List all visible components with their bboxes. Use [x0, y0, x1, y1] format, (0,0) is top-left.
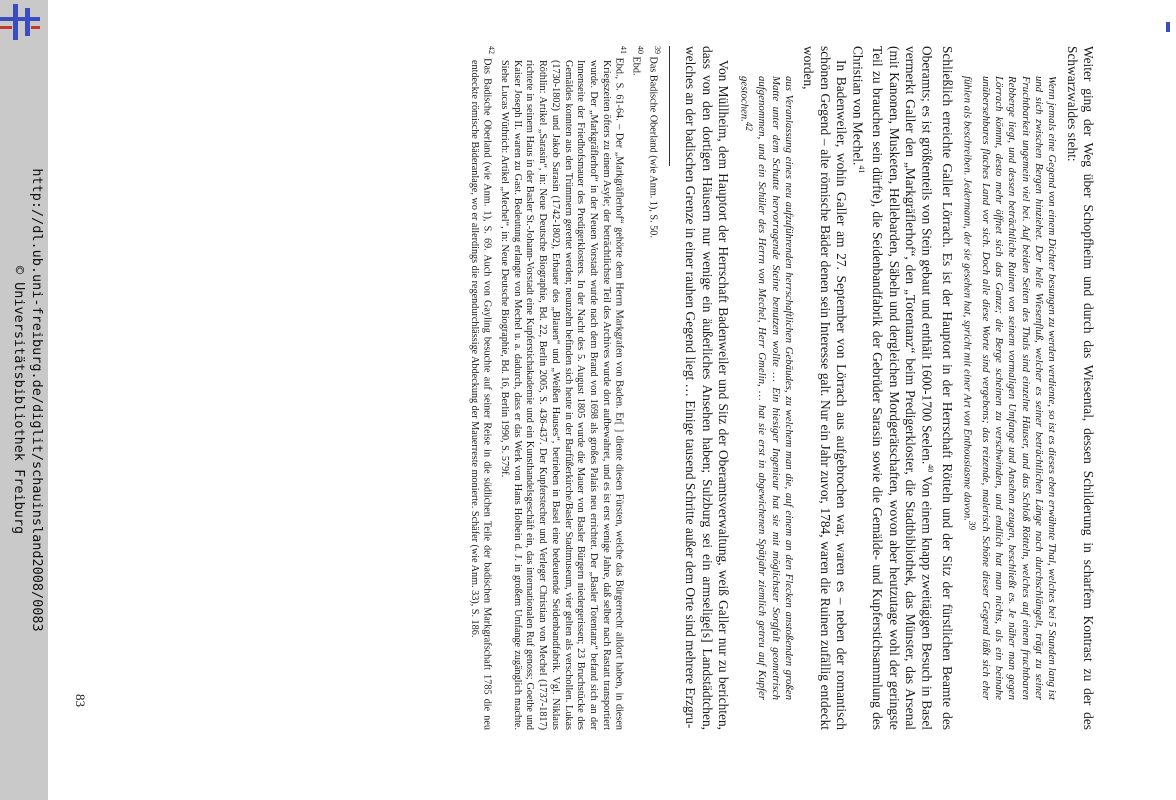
- paragraph-loerrach: [849, 46, 954, 730]
- watermark: [0, 0, 46, 800]
- footnote-text: Das Badische Oberland (wie Anm. 1), S. 69. Auch von Gayling besuchte auf seiner Reise in die südlichen Teile der badischen Markgrafschaft 1785 die neu entdeckte römische Bäderanlage, wo er allerdings die regendurchlässige Abdeckung der Mauerreste monierte. Schäfer (wie Anm. 33), S. 186.: [469, 58, 493, 730]
- footnote-text: Ebd.: [630, 56, 642, 76]
- footnote-text: Ebd., S. 61-64. – Der „Markgräflerhof“ gehörte dem Herrn Markgrafen von Baden. Er[ ] diente diesen Fürsten, welche das Bürgerrecht alldort haben, in diesen Kriegszeiten öfters zu einem Asyle; der beträchtlichste Teil des Archives wurde dort aufbewahret, und es ist erst wenige Jahre, daß selber nach Rastatt transportiert wurde. Der „Markgräflerhof“ in der Neuen Vorstadt wurde nach dem Brand von 1698 als großes Palais neu errichtet. Der „Basler Totentanz“ befand sich an der Innenseite der Friedhofsmauer des Predigerklosters. In der Nacht des 5. August 1805 wurde die Mauer von Basler Bürgern niedergerissen; 23 Bruchstücke des Gemäldes konnten aus den Trümmern gerettet werden; neunzehn befinden sich heute in der Barfüßerkirche/Basler Stadtmuseum, vier gelten als verschollen. Lukas (1730-1802) und Jakob Sarasin (1742-1802), Erbauer des „Blauen“ und „Weißen Hauses“, betrieben in Basel eine bedeutende Seidenbandfabrik. Vgl. Niklaus Röthlin: Artikel „Sarasin“, in: Neue Deutsche Biographie, Bd. 22, Berlin 2005, S. 436-437. Der Kupferstecher und Verleger Christian von Mechel (1737-1817) richtete in seinem Haus in der Basler St.-Johann-Vorstadt eine Kupferstichakademie und ein Kunsthandelsgeschäft ein, das internationalen Ruf genoss; Goethe und Kaiser Joseph II. waren zu Gast. Bedeutung erlangte von Mechel u. a. dadurch, dass er das Werk von Hans Holbein d. J. in großem Umfange zugänglich machte. Siehe Lucas Wüthrich: Artikel „Mechel“, in: Neue Deutsche Biographie, Bd. 16, Berlin 1990, S. 579f.: [499, 57, 625, 731]
- paragraph-loerrach-a: Schließlich erreichte Galler Lörrach. Es ist der Hauptort in der Herrschaft Rötteln und der Sitz der fürstlichen Beamte des Oberamts; es ist größtenteils von Stein gebaut und enthält 1600-1700 Seelen.: [919, 46, 955, 730]
- quote-wiesental-text: Wenn jemals eine Gegend von einem Dichter besungen zu werden verdiente, so ist es dieses eben erwähnte Thal, welches bei 5 Stunden lang ist und sich zwischen Bergen hinziehet. Der helle Wiesenfluß, welcher es seiner beträchtlichen Länge nach durchschlängelt, trägt zu seiner Fruchtbarkeit ungemein viel bei. Auf beiden Seiten des Thals sind einzelne Häuser, und das Schloß Rötteln, welches auf einem fruchtbaren Rebberge liegt, und dessen beträchtliche Ruinen von seinem vormaligen Umfange und Ansehen zeugen, beschließt es. Je näher man gegen Lörrach kömmt, desto mehr öffnet sich das Ganze; die Berge scheinen zu verschwinden, und endlich hat man nichts, als ein beinahe unübersehbares flaches Land vor sich. Doch alle diese Worte sind vergebens; das reizende, malerisch Schöne dieser Gegend läßt sich eher fühlen als beschreiben. Jedermann, der sie gesehen hat, spricht mit einer Art von Enthousiasme davon.: [961, 76, 1059, 700]
- watermark-url: http://dl.ub.uni-freiburg.de/diglit/schauinsland2008/0083: [29, 168, 45, 632]
- watermark-copyright: © Universitätsbibliothek Freiburg: [11, 265, 27, 535]
- footnote-ref-42: 42: [744, 121, 755, 131]
- quote-baeder: [737, 76, 795, 700]
- intro-paragraph: Weiter ging der Weg über Schopfheim und durch das Wiesental, dessen Schilderung in scharfem Kontrast zu der des Schwarzwaldes steht:: [1064, 46, 1096, 730]
- paragraph-badenweiler: In Badenweiler, wohin Galler am 27. September von Lörrach aus aufgebrochen war, waren es – neben der romantisch schönen Gegend – alte römische Bäder denen sein Interesse galt. Nur ein Jahr zuvor, 1784, waren die Ruinen zufällig entdeckt worden,: [801, 46, 850, 730]
- paragraph-loerrach-b: Von einem knapp zweitägigen Besuch in Basel vermerkt Galler den „Markgräflerhof“, den „Totentanz“ beim Predigerkloster, die Stadtbibliothek, das Münster, das Arsenal (mit Kanonen, Musketen, Hellebarden, Säbeln und dergleichen Mordgerätschaften, wovon aber heutzutage wohl der geringste Teil zu brauchen sein dürfte), die Seidenbandfabrik der Gebrüder Sarasin sowie die Gemälde- und Kupferstichsammlung des Christian von Mechel.: [850, 46, 935, 730]
- footnotes: [468, 46, 663, 730]
- footnote-39: [646, 46, 663, 730]
- footnote-ref-39: 39: [967, 521, 978, 530]
- footnote-ref-41: 41: [857, 165, 867, 174]
- page-number: 83: [73, 694, 88, 707]
- footnote-41: [497, 46, 628, 730]
- footnote-number: 40: [635, 46, 645, 54]
- footnote-number: 42: [487, 46, 497, 54]
- page-text-column: [468, 46, 1096, 730]
- scanned-page: [64, 0, 1104, 800]
- footnote-number: 39: [652, 46, 662, 54]
- footnote-number: 41: [618, 46, 628, 54]
- scroll-marker: [1166, 22, 1170, 32]
- quote-wiesental: [961, 76, 1059, 700]
- paragraph-muellheim: Von Müllheim, dem Hauptort der Herrschaft Badenweiler und Sitz der Oberamtsverwaltung, weiß Galler nur zu berichten, dass von den dortigen Häusern nur wenige ein äußerliches Ansehen haben; Sulzburg sei ein armselige[s] Landstädtchen, welches an der badischen Grenze in einer rauhen Gegend liegt … Einige tausend Schritte außer dem Orte sind mehrere Erzgru-: [683, 46, 732, 730]
- footnote-text: Das Badische Oberland (wie Anm. 1), S. 50.: [647, 56, 659, 238]
- footnote-42: [468, 46, 498, 730]
- footnote-rule: [669, 46, 670, 166]
- footnote-40: [629, 46, 646, 730]
- quote-baeder-text: aus Veranlassung eines neu aufzuführenden herrschaftlichen Gebäudes, zu welchem man die, auf einem an den Flecken anstoßenden großen Matte unter dem Schutte hervorragende Steine benutzen wollte … Ein hiesiger Ingenieur hat sie mit möglichster Sorgfalt geometrisch aufgenommen, und ein Schüler des Herrn von Mechel, Herr Gmelin, … hat sie erst in abgewichenen Spätjahr ziemlich getreu auf Kupfer gestochen.: [738, 76, 795, 700]
- footnote-ref-40: 40: [926, 464, 936, 473]
- viewer-scroll-strip[interactable]: [1160, 0, 1176, 800]
